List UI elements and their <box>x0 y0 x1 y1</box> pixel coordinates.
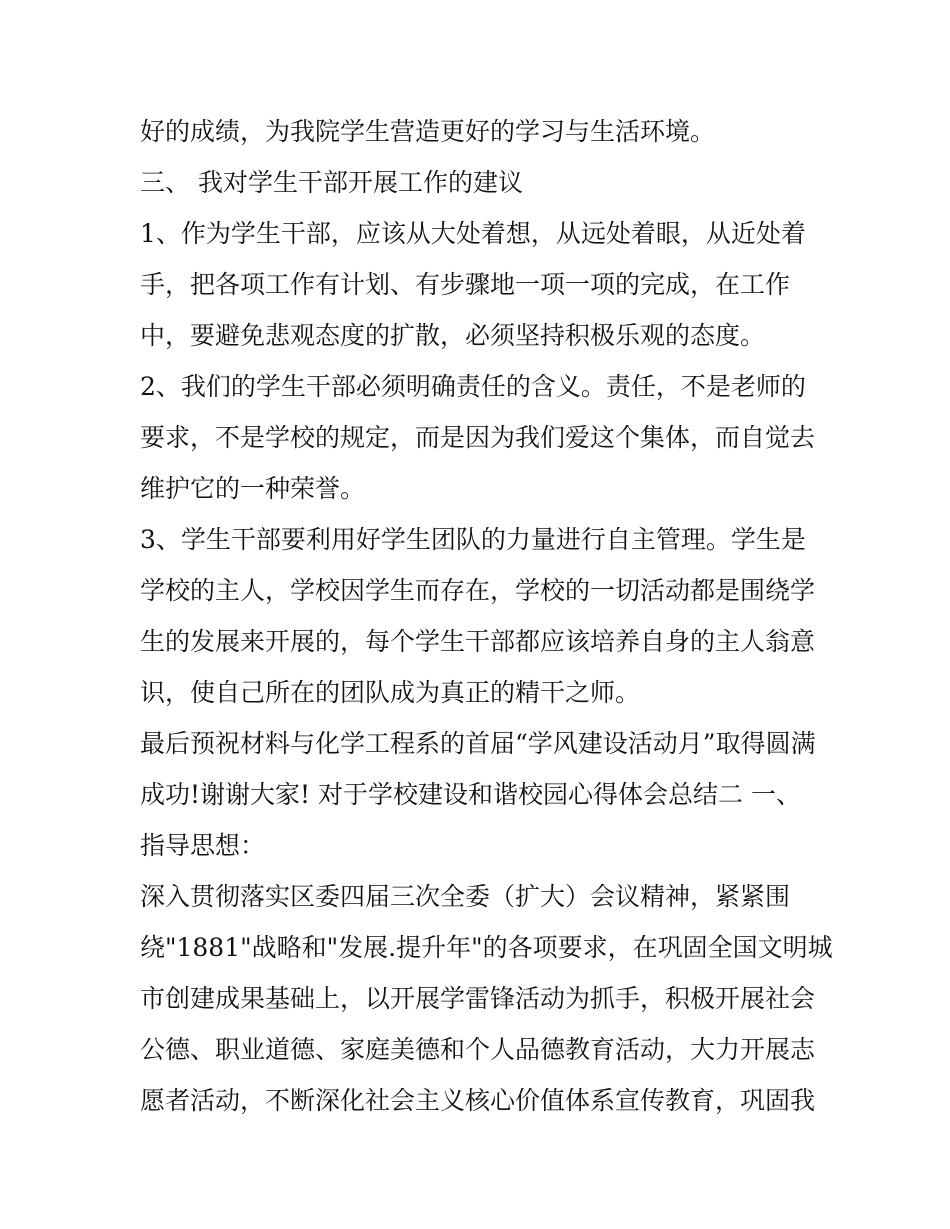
text-line: 识，使自己所在的团队成为真正的精干之师。 <box>140 678 641 707</box>
text-line: 手，把各项工作有计划、有步骤地一项一项的完成，在工作 <box>140 270 791 299</box>
text-line: 好的成绩，为我院学生营造更好的学习与生活环境。 <box>140 117 716 146</box>
text-line: 成功!谢谢大家! 对于学校建设和谐校园心得体会总结二 一、 <box>140 780 801 809</box>
text-line: 2、我们的学生干部必须明确责任的含义。责任，不是老师的 <box>140 372 806 401</box>
text-line: 维护它的一种荣誉。 <box>140 474 366 503</box>
text-line: 绕"1881"战略和"发展.提升年"的各项要求，在巩固全国文明城 <box>140 933 833 962</box>
text-line: 生的发展来开展的，每个学生干部都应该培养自身的主人翁意 <box>140 627 816 656</box>
text-line: 中，要避免悲观态度的扩散，必须坚持积极乐观的态度。 <box>140 321 766 350</box>
text-line: 要求，不是学校的规定，而是因为我们爱这个集体，而自觉去 <box>140 423 816 452</box>
document-body <box>140 106 833 1126</box>
text-line: 深入贯彻落实区委四届三次全委（扩大）会议精神，紧紧围 <box>140 882 791 911</box>
text-line: 最后预祝材料与化学工程系的首届“学风建设活动月”取得圆满 <box>140 729 816 758</box>
text-line: 1、作为学生干部，应该从大处着想，从远处着眼，从近处着 <box>140 219 806 248</box>
section-heading: 三、 我对学生干部开展工作的建议 <box>140 168 523 197</box>
text-line: 指导思想： <box>140 831 266 860</box>
text-line: 公德、职业道德、家庭美德和个人品德教育活动，大力开展志 <box>140 1035 816 1064</box>
text-line: 市创建成果基础上，以开展学雷锋活动为抓手，积极开展社会 <box>140 984 816 1013</box>
text-line: 愿者活动，不断深化社会主义核心价值体系宣传教育，巩固我 <box>140 1086 816 1115</box>
text-line: 学校的主人，学校因学生而存在，学校的一切活动都是围绕学 <box>140 576 816 605</box>
text-line: 3、学生干部要利用好学生团队的力量进行自主管理。学生是 <box>140 525 806 554</box>
